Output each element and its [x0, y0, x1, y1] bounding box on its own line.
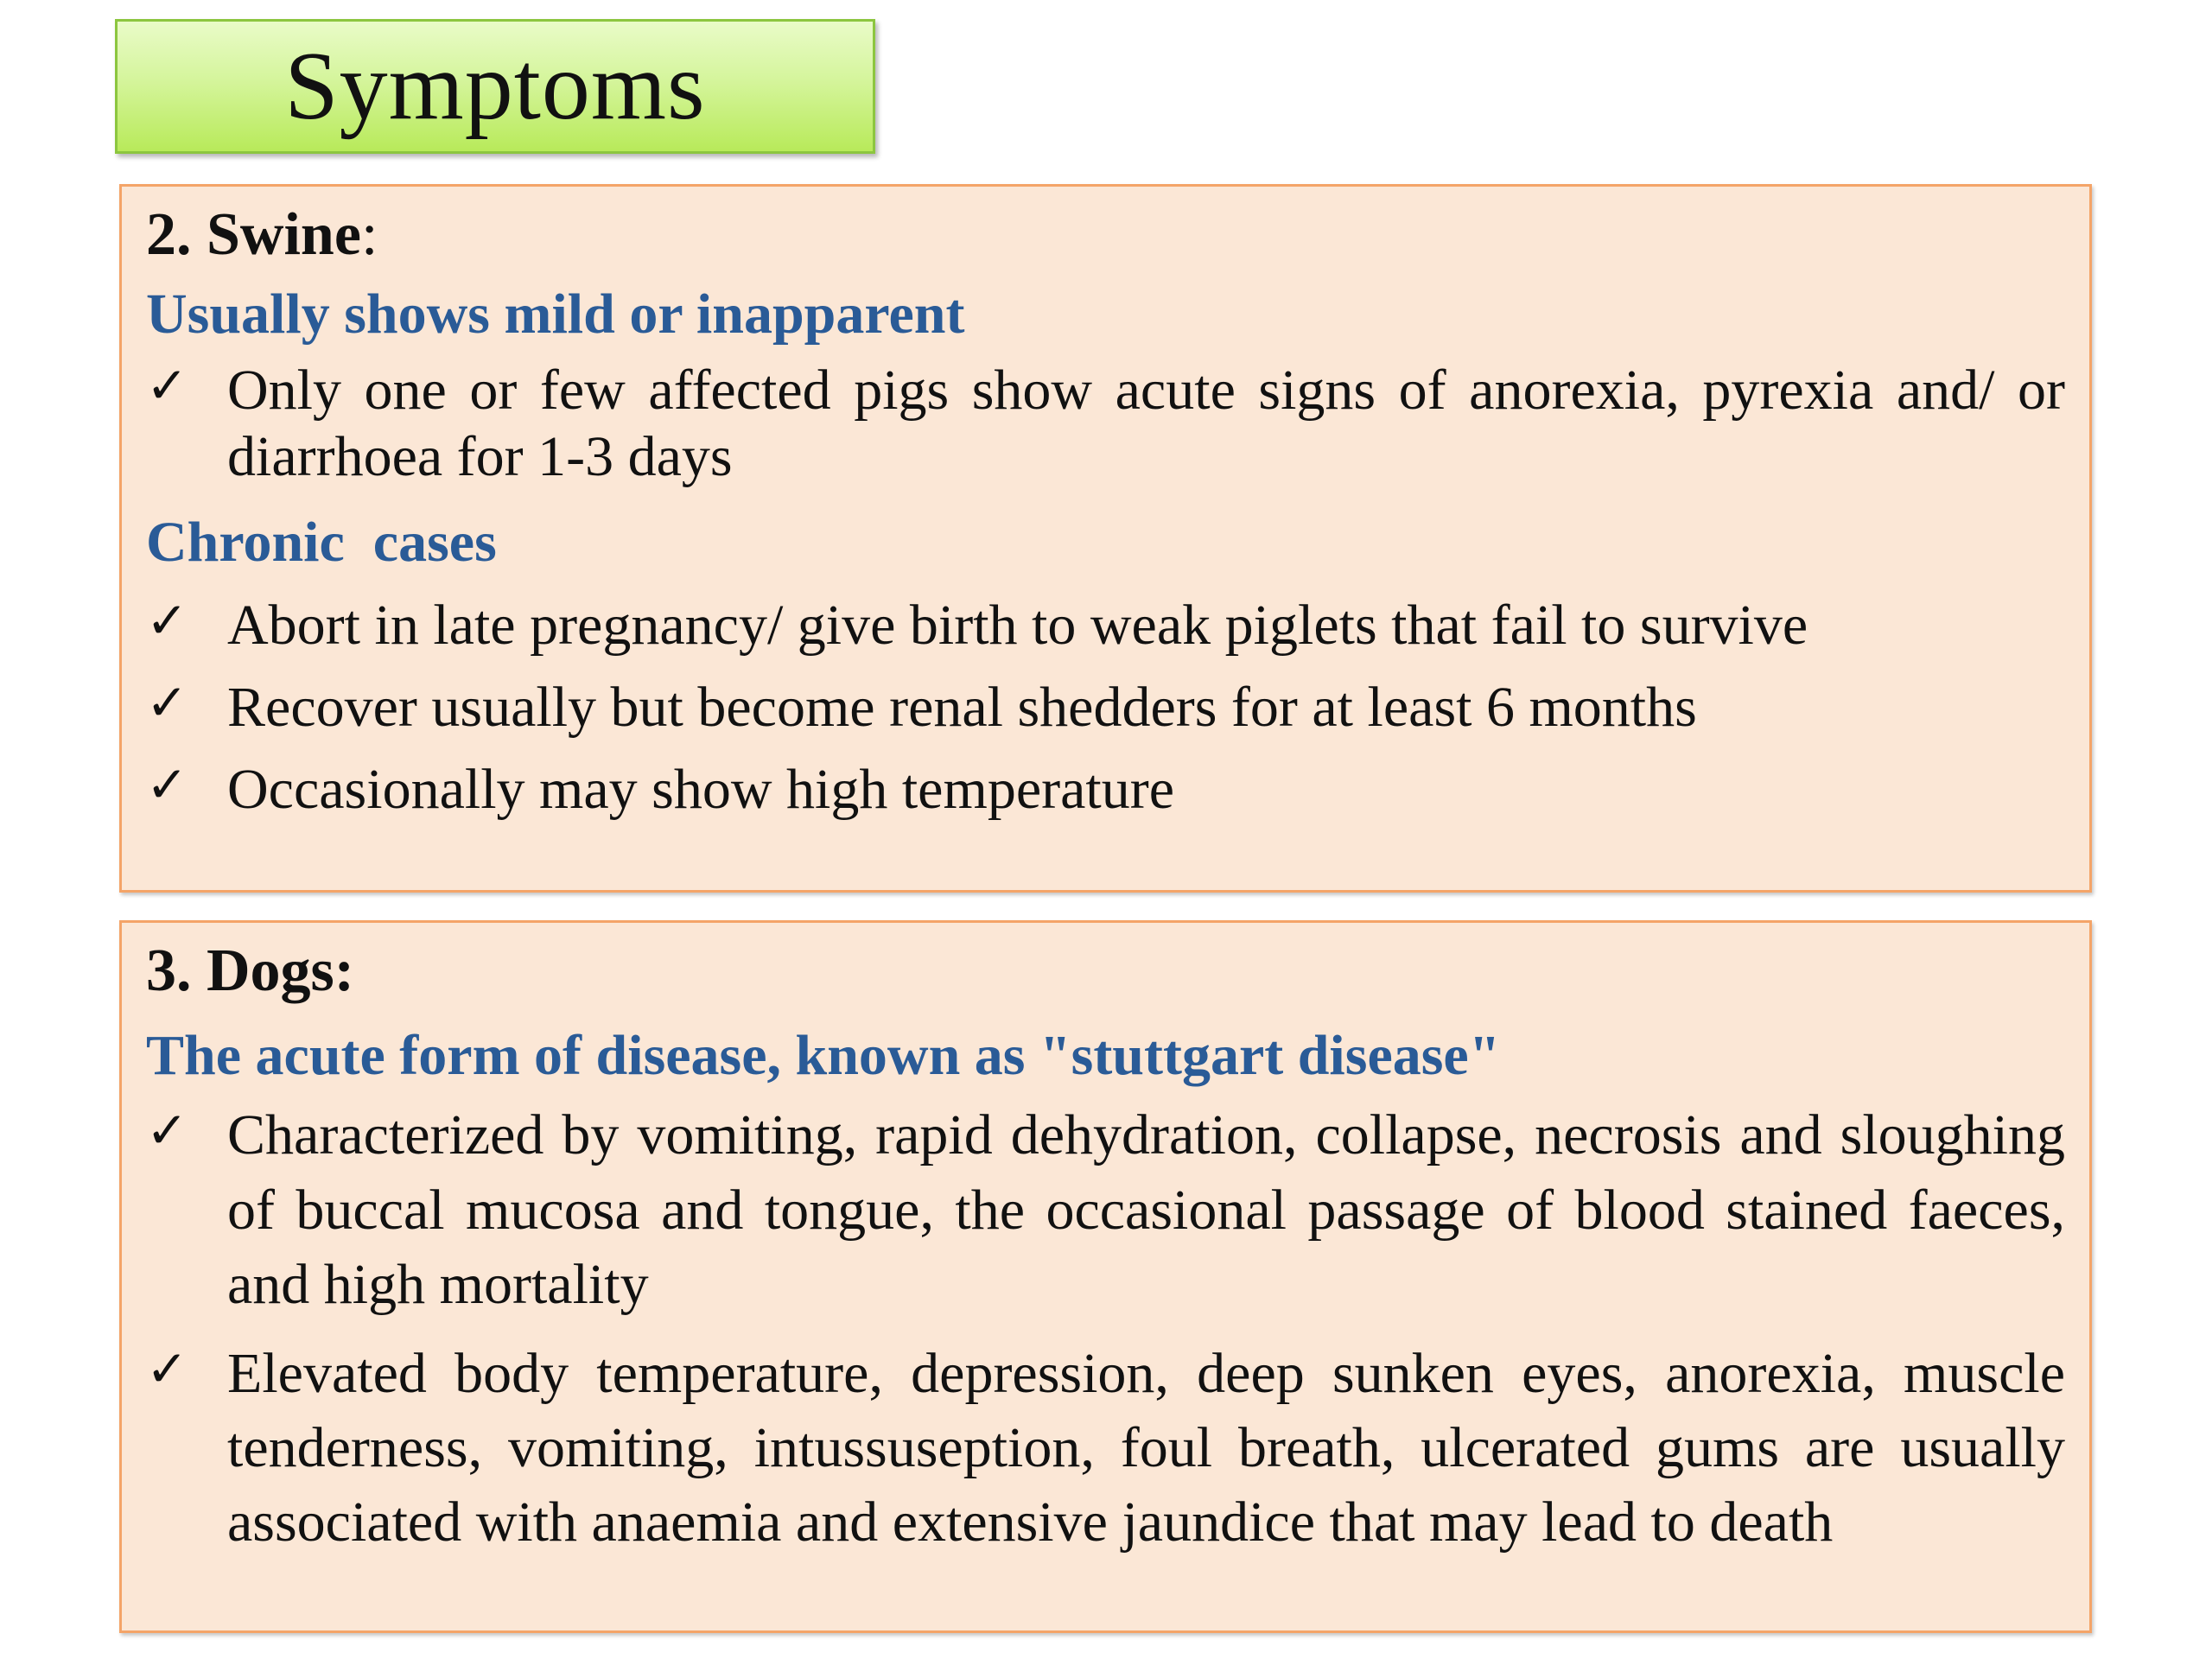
check-mark-icon: ✓: [146, 1338, 188, 1398]
dogs-subheading: The acute form of disease, known as "stuttgart disease": [146, 1024, 1501, 1087]
check-mark-icon: ✓: [146, 673, 188, 733]
title-box: [115, 19, 875, 154]
list-item: [146, 756, 2065, 823]
swine-heading-text: 2. Swine: [146, 201, 361, 268]
list-item: [146, 592, 2065, 658]
swine-heading: [146, 199, 2065, 271]
list-item-text: Characterized by vomiting, rapid dehydration, collapse, necrosis and sloughing of buccal mucosa and tongue, the occasional passage of blood stained faeces, and high mortality: [227, 1103, 2065, 1317]
slide-title: Symptoms: [284, 33, 706, 140]
dogs-panel: [119, 920, 2092, 1633]
list-item-text: Recover usually but become renal shedders for at least 6 months: [227, 676, 1697, 740]
list-item-text: Abort in late pregnancy/ give birth to weak piglets that fail to survive: [227, 593, 1808, 657]
list-item-text: Only one or few affected pigs show acute signs of anorexia, pyrexia and/ or diarrhoea for 1-3 days: [227, 359, 2065, 489]
swine-subheading-mild: Usually shows mild or inapparent: [146, 283, 965, 346]
dogs-list: [146, 1098, 2065, 1560]
dogs-heading: 3. Dogs:: [146, 938, 355, 1004]
swine-mild-list: [146, 357, 2065, 490]
swine-subheading-chronic: Chronic cases: [146, 510, 497, 574]
list-item: [146, 1337, 2065, 1560]
swine-panel: [119, 184, 2092, 893]
swine-chronic-list: [146, 592, 2065, 823]
list-item: [146, 357, 2065, 490]
check-mark-icon: ✓: [146, 755, 188, 815]
list-item: [146, 674, 2065, 741]
list-item: [146, 1098, 2065, 1322]
list-item-text: Occasionally may show high temperature: [227, 758, 1174, 822]
check-mark-icon: ✓: [146, 590, 188, 650]
check-mark-icon: ✓: [146, 1101, 188, 1160]
check-mark-icon: ✓: [146, 356, 188, 416]
list-item-text: Elevated body temperature, depression, deep sunken eyes, anorexia, muscle tenderness, vomiting, intussuseption, foul breath, ulcerated gums are usually associated with anaemia and extensive jaundice that may lead to death: [227, 1341, 2065, 1554]
swine-heading-colon: :: [360, 201, 378, 268]
